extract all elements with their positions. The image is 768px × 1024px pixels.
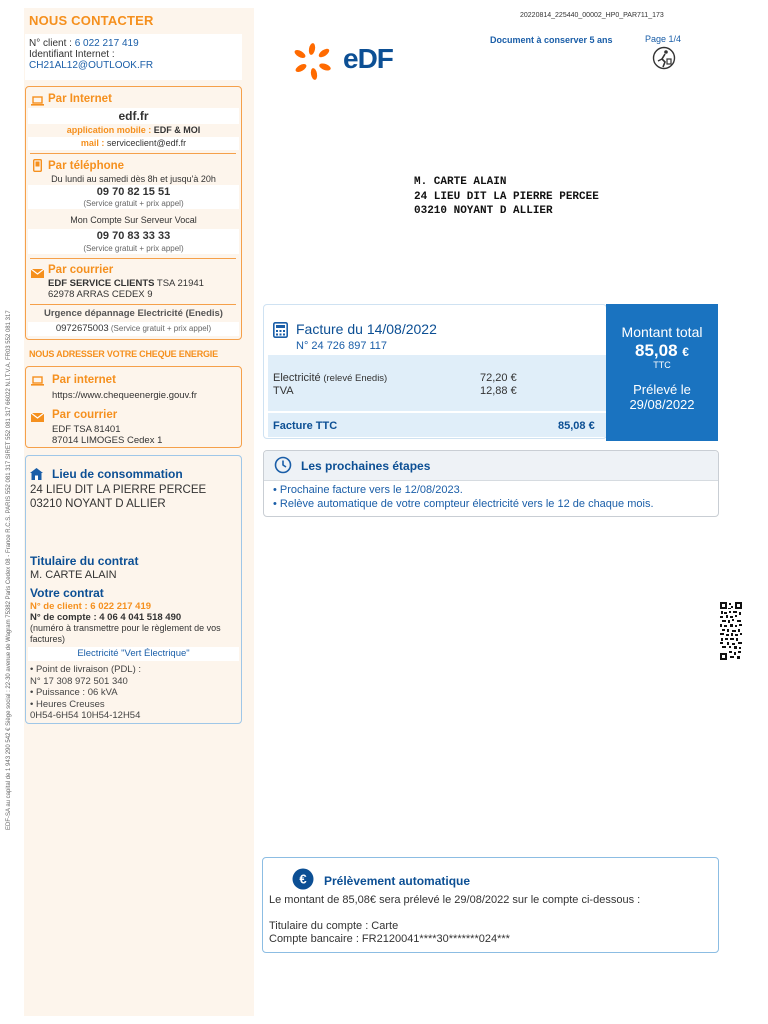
mail-line	[28, 137, 239, 150]
direct-debit-title: Prélèvement automatique	[324, 874, 471, 888]
recipient-address	[414, 175, 599, 219]
mail-address	[48, 278, 204, 300]
titulaire-name: M. CARTE ALAIN	[30, 569, 117, 581]
internet-heading: Par Internet	[48, 93, 112, 105]
urgence-line	[28, 322, 239, 336]
total-amount-box	[606, 304, 718, 441]
pdl-value: N° 17 308 972 501 340	[30, 675, 128, 687]
urgence-title: Urgence dépannage Electricité (Enedis)	[44, 308, 223, 319]
urgence-number[interactable]: 0972675003	[55, 323, 109, 334]
svg-text:€: €	[299, 871, 307, 887]
direct-debit-text: Le montant de 85,08€ sera prélevé le 29/08/2022 sur le compte ci-dessous :	[269, 894, 641, 906]
cheque-mail-heading: Par courrier	[52, 409, 118, 421]
ttc-value: 85,08 €	[558, 420, 595, 432]
mail-city: 62978 ARRAS CEDEX 9	[48, 289, 153, 300]
contract-details	[30, 664, 141, 722]
elec-value: 72,20 €	[480, 372, 517, 384]
votre-contrat-heading: Votre contrat	[30, 586, 104, 600]
legal-vertical-text: EDF-SA au capital de 1 943 290 542 € Siège social : 22-30 avenue de Wagram 75382 Paris Cedex 08 - France R.C.S. PARIS 552 081 317 SIRET 552 081 317 66022 N.I.T.V.A. FR03 552 081 317	[6, 310, 12, 830]
qr-code	[720, 602, 742, 660]
edf-logo-icon	[292, 42, 336, 87]
phone-number-2-box	[28, 229, 239, 254]
mail-label: mail :	[80, 138, 107, 148]
cheque-title: NOUS ADRESSER VOTRE CHEQUE ENERGIE	[29, 349, 218, 359]
cheque-mail-line1: EDF TSA 81401	[52, 424, 121, 435]
client-label: N° client :	[29, 38, 75, 49]
phone-note-1: (Service gratuit + prix appel)	[83, 199, 184, 208]
invoice-title: Facture du 14/08/2022	[296, 321, 437, 337]
app-line	[28, 125, 239, 135]
mail-service-name: EDF SERVICE CLIENTS	[48, 278, 155, 289]
total-ttc: TTC	[653, 360, 671, 370]
consommation-line2: 03210 NOYANT D ALLIER	[30, 498, 166, 510]
elec-line	[273, 372, 387, 384]
mail-address-link[interactable]: serviceclient@edf.fr	[106, 138, 187, 148]
calculator-icon	[273, 322, 288, 343]
tva-label: TVA	[273, 385, 294, 397]
contract-account-number: N° de compte : 4 06 4 041 518 490	[30, 612, 182, 623]
phone-hours: Du lundi au samedi dès 8h et jusqu'à 20h	[51, 174, 216, 184]
total-amount-line	[606, 341, 718, 361]
bank-account: Compte bancaire : FR2120041****30*******024***	[269, 933, 510, 945]
app-name: EDF & MOI	[153, 125, 201, 135]
divider	[30, 258, 236, 259]
phone-number-1-box	[28, 185, 239, 209]
edf-logo-text: eDF	[343, 43, 393, 74]
contract-account-note: (numéro à transmettre pour le règlement de vos factures)	[30, 623, 221, 644]
elec-note: (relevé Enedis)	[320, 373, 388, 384]
consommation-heading: Lieu de consommation	[52, 467, 183, 481]
recycle-icon	[651, 46, 677, 75]
direct-debit-account	[269, 920, 510, 946]
account-holder: Titulaire du compte : Carte	[269, 920, 399, 932]
phone-note-2: (Service gratuit + prix appel)	[83, 244, 184, 253]
address-line3: 03210 NOYANT D ALLIER	[414, 205, 553, 217]
page-number: Page 1/4	[645, 34, 682, 44]
internet-id-link[interactable]: CH21AL12@OUTLOOK.FR	[29, 60, 154, 71]
next-steps-title: Les prochaines étapes	[301, 459, 431, 473]
consommation-line1: 24 LIEU DIT LA PIERRE PERCEE	[30, 484, 207, 496]
phone-number-1[interactable]: 09 70 82 15 51	[96, 186, 171, 198]
total-label: Montant total	[621, 324, 703, 340]
cheque-mail-address	[52, 424, 162, 446]
envelope-icon	[31, 265, 44, 283]
keep-notice: Document à conserver 5 ans	[490, 35, 613, 45]
pdl-label: • Point de livraison (PDL) :	[30, 664, 142, 675]
titulaire-heading: Titulaire du contrat	[30, 554, 139, 568]
next-step-item: • Prochaine facture vers le 12/08/2023.	[273, 484, 463, 496]
elec-label: Electricité	[273, 372, 321, 384]
total-currency: €	[682, 345, 689, 359]
heures-creuses: • Heures Creuses	[30, 698, 105, 710]
consommation-address	[30, 483, 206, 511]
vocal-label: Mon Compte Sur Serveur Vocal	[70, 215, 197, 225]
mail-tsa: TSA 21941	[154, 278, 204, 289]
client-number: 6 022 217 419	[74, 38, 139, 49]
internet-id-label: Identifiant Internet :	[29, 49, 115, 60]
laptop-icon	[31, 373, 44, 391]
divider	[30, 153, 236, 154]
ttc-label: Facture TTC	[273, 420, 338, 432]
edf-site-link[interactable]: edf.fr	[28, 108, 239, 124]
address-line1: M. CARTE ALAIN	[414, 176, 507, 188]
clock-icon	[274, 456, 292, 479]
cheque-internet-heading: Par internet	[52, 374, 116, 386]
sidebar-title: NOUS CONTACTER	[29, 13, 154, 28]
puissance: • Puissance : 06 kVA	[30, 687, 118, 698]
preleve-date: 29/08/2022	[629, 397, 695, 412]
cheque-url-link[interactable]: https://www.chequeenergie.gouv.fr	[52, 390, 198, 401]
euro-icon	[292, 868, 314, 895]
heures-plages: 0H54-6H54 10H54-12H54	[30, 710, 141, 721]
next-step-item: • Relève automatique de votre compteur électricité vers le 12 de chaque mois.	[273, 498, 654, 510]
phone-number-2[interactable]: 09 70 83 33 33	[96, 230, 171, 242]
app-label: application mobile :	[66, 125, 154, 135]
cheque-mail-line2: 87014 LIMOGES Cedex 1	[52, 435, 163, 446]
envelope-icon	[31, 409, 44, 427]
document-reference: 20220814_225440_00002_HP0_PAR711_173	[520, 12, 664, 19]
urgence-note: (Service gratuit + prix appel)	[108, 324, 212, 333]
divider	[30, 304, 236, 305]
preleve-label: Prélevé le	[633, 382, 691, 397]
total-amount: 85,08	[635, 341, 678, 360]
tva-value: 12,88 €	[480, 385, 517, 397]
mail-heading: Par courrier	[48, 264, 114, 276]
contract-offer: Electricité "Vert Électrique"	[28, 647, 239, 661]
client-info	[25, 34, 242, 80]
phone-heading: Par téléphone	[48, 160, 125, 172]
contract-client-number: N° de client : 6 022 217 419	[30, 601, 152, 612]
address-line2: 24 LIEU DIT LA PIERRE PERCEE	[414, 190, 599, 203]
invoice-number: N° 24 726 897 117	[296, 340, 388, 352]
next-steps-list	[273, 483, 654, 511]
